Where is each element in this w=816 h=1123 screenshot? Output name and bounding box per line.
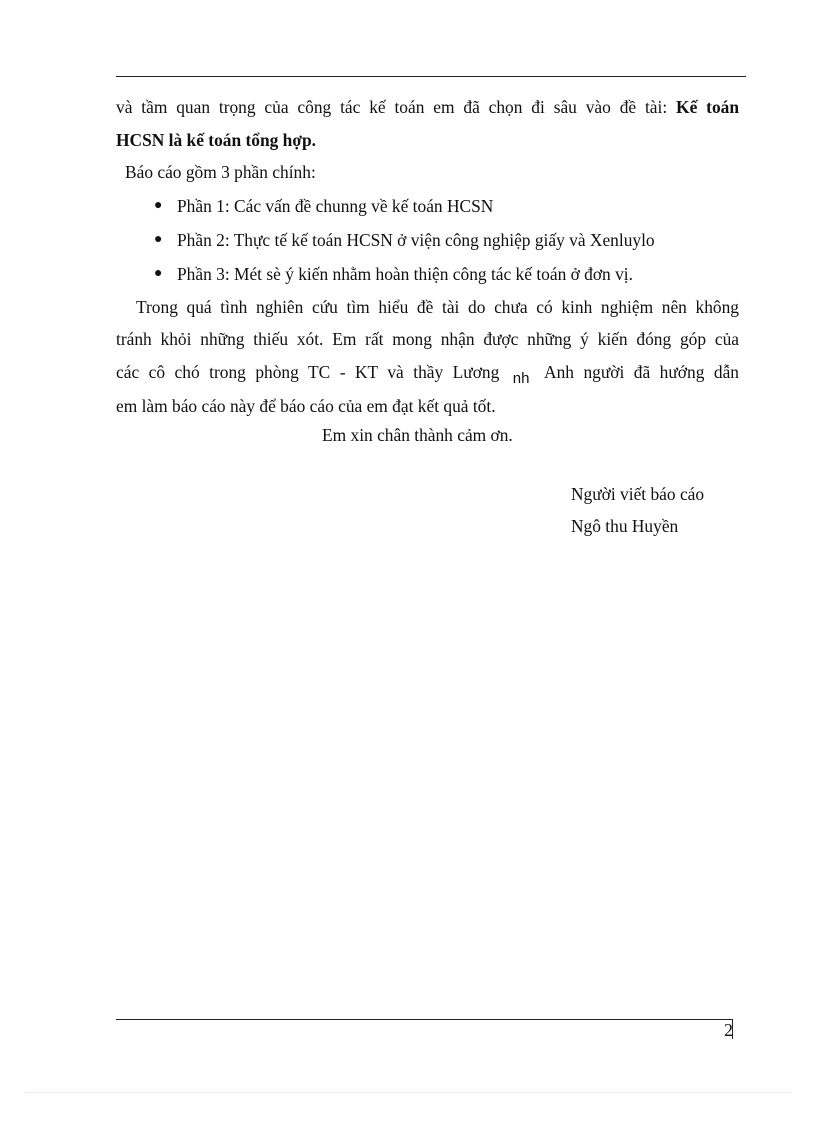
header-rule xyxy=(116,76,746,77)
bullet-icon: ● xyxy=(154,265,163,281)
parts-list xyxy=(116,189,739,291)
signature-name: Ngô thu Huyền xyxy=(571,516,679,536)
topic-title-part2: HCSN là kế toán tổng hợp. xyxy=(116,129,317,150)
intro-text: và tầm quan trọng của công tác kế toán em đã chọn đi sâu vào đề tài: xyxy=(116,97,677,117)
para-line-3 xyxy=(116,356,739,391)
document-body xyxy=(116,91,739,423)
closing-text: Em xin chân thành cảm ơn. xyxy=(322,425,513,445)
page-edge-divider xyxy=(24,1092,792,1093)
report-intro: Báo cáo gồm 3 phần chính: xyxy=(125,162,316,182)
list-item xyxy=(116,257,739,291)
list-item xyxy=(116,189,739,223)
bullet-icon: ● xyxy=(154,231,163,247)
para-line-2: tránh khỏi những thiếu xót. Em rất mong nhận được những ý kiến đóng góp của xyxy=(116,329,739,349)
topic-title-part1: Kế toán xyxy=(676,97,740,117)
bullet-icon: ● xyxy=(154,197,163,213)
stray-subscript-text: nh xyxy=(512,369,530,387)
signature-title: Người viết báo cáo xyxy=(571,484,705,504)
para-line-1: Trong quá tình nghiên cứu tìm hiểu đề tài do chưa có kinh nghiệm nên không xyxy=(136,296,739,317)
part-3-text: Phần 3: Mét sè ý kiến nhằm hoàn thiện công tác kế toán ở đơn vị. xyxy=(177,263,633,284)
footer-rule xyxy=(116,1019,733,1020)
intro-line-1 xyxy=(116,91,739,124)
para-line-3-start: các cô chó trong phòng TC - KT và thầy Lương xyxy=(116,361,500,382)
part-2-text: Phần 2: Thực tế kế toán HCSN ở viện công nghiệp giấy và Xenluylo xyxy=(177,229,655,250)
signature-block xyxy=(571,478,704,542)
para-line-4: em làm báo cáo này để báo cáo của em đạt kết quả tốt. xyxy=(116,396,496,416)
part-1-text: Phần 1: Các vấn đề chunng về kế toán HCSN xyxy=(177,195,494,216)
page-number: 2 xyxy=(724,1020,733,1040)
list-item xyxy=(116,223,739,257)
para-line-3-end: Anh người đã hướng dẫn xyxy=(544,361,739,382)
